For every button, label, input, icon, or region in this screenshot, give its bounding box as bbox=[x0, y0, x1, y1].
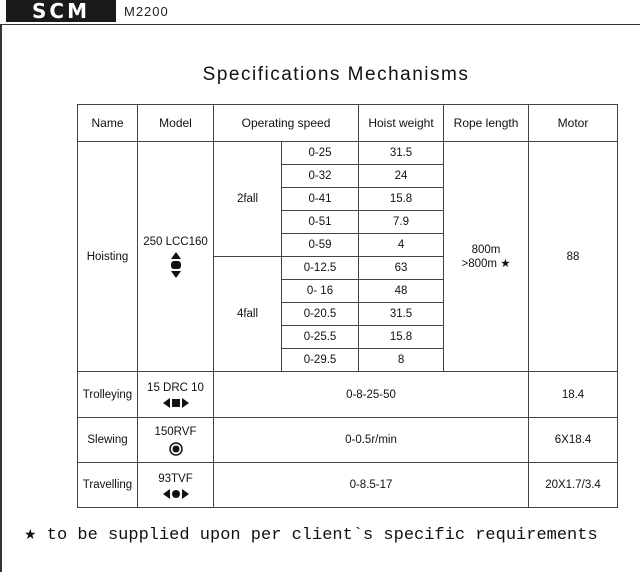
speed-cell: 0-20.5 bbox=[282, 303, 359, 326]
header-operating-speed: Operating speed bbox=[214, 105, 359, 142]
weight-cell: 7.9 bbox=[359, 211, 444, 234]
travelling-row bbox=[78, 463, 618, 508]
weight-cell: 4 bbox=[359, 234, 444, 257]
travelling-model: 93TVF bbox=[158, 472, 193, 485]
model-code: M2200 bbox=[124, 4, 169, 19]
weight-cell: 8 bbox=[359, 349, 444, 372]
speed-cell: 0-25 bbox=[282, 142, 359, 165]
header-name: Name bbox=[78, 105, 138, 142]
slewing-motor: 6X18.4 bbox=[529, 418, 618, 463]
table-row bbox=[78, 142, 618, 165]
rotation-icon bbox=[169, 442, 183, 456]
weight-cell: 63 bbox=[359, 257, 444, 280]
footnote bbox=[24, 526, 598, 545]
weight-cell: 15.8 bbox=[359, 326, 444, 349]
slewing-name: Slewing bbox=[78, 418, 138, 463]
speed-cell: 0-51 bbox=[282, 211, 359, 234]
header-row bbox=[78, 105, 618, 142]
travelling-model-cell bbox=[138, 463, 214, 508]
travel-arrows-icon bbox=[163, 489, 189, 499]
weight-cell: 48 bbox=[359, 280, 444, 303]
rope-length-1: 800m bbox=[471, 243, 501, 256]
speed-cell: 0- 16 bbox=[282, 280, 359, 303]
hoisting-name: Hoisting bbox=[78, 142, 138, 372]
speed-cell: 0-12.5 bbox=[282, 257, 359, 280]
rope-length-2: >800m ★ bbox=[461, 257, 511, 270]
header-rope-length: Rope length bbox=[444, 105, 529, 142]
star-icon: ★ bbox=[24, 527, 37, 543]
spec-table bbox=[77, 104, 618, 508]
weight-cell: 31.5 bbox=[359, 303, 444, 326]
speed-cell: 0-29.5 bbox=[282, 349, 359, 372]
footnote-text: to be supplied upon per client`s specific requirements bbox=[46, 526, 598, 545]
slewing-speed: 0-0.5r/min bbox=[214, 418, 529, 463]
travelling-name: Travelling bbox=[78, 463, 138, 508]
brand-logo: SCM bbox=[6, 0, 116, 22]
travelling-motor: 20X1.7/3.4 bbox=[529, 463, 618, 508]
trolleying-model-cell bbox=[138, 372, 214, 418]
up-down-arrow-icon bbox=[169, 252, 183, 278]
speed-cell: 0-25.5 bbox=[282, 326, 359, 349]
fall-2: 2fall bbox=[214, 142, 282, 257]
hoisting-motor: 88 bbox=[529, 142, 618, 372]
speed-cell: 0-41 bbox=[282, 188, 359, 211]
trolleying-motor: 18.4 bbox=[529, 372, 618, 418]
weight-cell: 15.8 bbox=[359, 188, 444, 211]
speed-cell: 0-32 bbox=[282, 165, 359, 188]
header-hoist-weight: Hoist weight bbox=[359, 105, 444, 142]
travelling-speed: 0-8.5-17 bbox=[214, 463, 529, 508]
header-bar bbox=[0, 0, 640, 25]
left-right-arrow-icon bbox=[163, 398, 189, 408]
fall-4: 4fall bbox=[214, 257, 282, 372]
weight-cell: 31.5 bbox=[359, 142, 444, 165]
header-model: Model bbox=[138, 105, 214, 142]
weight-cell: 24 bbox=[359, 165, 444, 188]
slewing-model: 150RVF bbox=[154, 425, 197, 438]
speed-cell: 0-59 bbox=[282, 234, 359, 257]
header-motor: Motor bbox=[529, 105, 618, 142]
trolleying-model: 15 DRC 10 bbox=[147, 382, 204, 394]
trolleying-name: Trolleying bbox=[78, 372, 138, 418]
page-title: Specifications Mechanisms bbox=[202, 64, 470, 85]
slewing-model-cell bbox=[138, 418, 214, 463]
hoisting-model-cell bbox=[138, 142, 214, 372]
slewing-row bbox=[78, 418, 618, 463]
trolleying-row bbox=[78, 372, 618, 418]
hoisting-model: 250 LCC160 bbox=[143, 236, 208, 248]
rope-length-cell bbox=[444, 142, 529, 372]
trolleying-speed: 0-8-25-50 bbox=[214, 372, 529, 418]
